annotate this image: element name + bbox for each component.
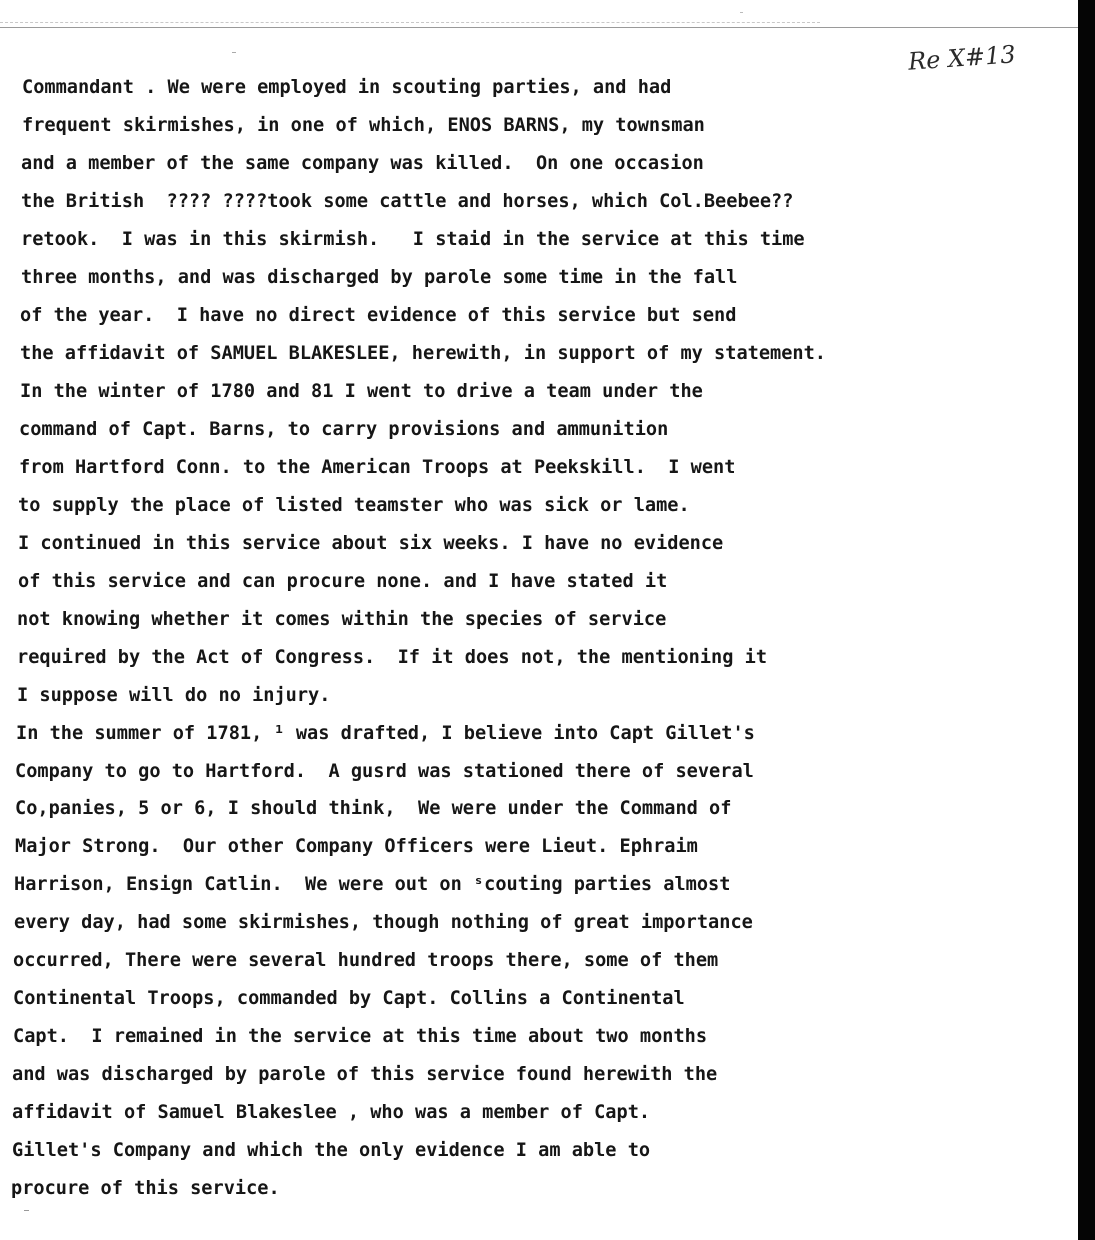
text-line: I continued in this service about six weeks. I have no evidence (18, 533, 724, 554)
text-line: occurred, There were several hundred troops there, some of them (13, 950, 719, 971)
text-line: command of Capt. Barns, to carry provisions and ammunition (19, 419, 669, 440)
text-line: Gillet's Company and which the only evidence I am able to (12, 1140, 651, 1161)
text-line: Major Strong. Our other Company Officers were Lieut. Ephraim (15, 836, 698, 857)
text-line: and a member of the same company was killed. On one occasion (21, 153, 704, 174)
page-top-dashed-rule (0, 22, 820, 24)
text-line: not knowing whether it comes within the species of service (17, 609, 667, 630)
text-line: Commandant . We were employed in scouting parties, and had (22, 77, 672, 98)
text-line: I suppose will do no injury. (17, 685, 331, 706)
text-line: Capt. I remained in the service at this time about two months (13, 1026, 708, 1047)
text-line: Co,panies, 5 or 6, I should think, We were under the Command of (15, 798, 732, 819)
scan-right-edge (1078, 0, 1095, 1240)
text-line: retook. I was in this skirmish. I staid in the service at this time (21, 229, 805, 250)
text-line: Continental Troops, commanded by Capt. Collins a Continental (13, 988, 685, 1009)
text-line: and was discharged by parole of this service found herewith the (12, 1064, 718, 1085)
text-line: required by the Act of Congress. If it does not, the mentioning it (17, 647, 768, 668)
scan-speck (24, 1210, 29, 1211)
scan-speck (740, 12, 743, 13)
text-line: In the summer of 1781, ¹ was drafted, I believe into Capt Gillet's (16, 723, 755, 744)
text-line: three months, and was discharged by parole some time in the fall (21, 267, 738, 288)
text-line: the British ???? ????took some cattle and horses, which Col.Beebee?? (21, 191, 794, 212)
handwritten-annotation: Re X#13 (907, 40, 1017, 76)
text-line: of this service and can procure none. and I have stated it (18, 571, 668, 592)
text-line: of the year. I have no direct evidence of this service but send (20, 305, 737, 326)
text-line: affidavit of Samuel Blakeslee , who was a member of Capt. (12, 1102, 651, 1123)
text-line: frequent skirmishes, in one of which, ENOS BARNS, my townsman (22, 115, 705, 136)
text-line: to supply the place of listed teamster who was sick or lame. (18, 495, 690, 516)
text-line: Company to go to Hartford. A gusrd was stationed there of several (15, 761, 754, 782)
text-line: Harrison, Ensign Catlin. We were out on ˢcouting parties almost (14, 874, 731, 895)
scan-speck (232, 52, 236, 53)
page-top-rule (0, 27, 1078, 28)
text-line: In the winter of 1780 and 81 I went to drive a team under the (20, 381, 703, 402)
text-line: the affidavit of SAMUEL BLAKESLEE, herewith, in support of my statement. (20, 343, 826, 364)
text-line: procure of this service. (11, 1178, 280, 1199)
text-line: every day, had some skirmishes, though nothing of great importance (14, 912, 753, 933)
text-line: from Hartford Conn. to the American Troops at Peekskill. I went (19, 457, 736, 478)
